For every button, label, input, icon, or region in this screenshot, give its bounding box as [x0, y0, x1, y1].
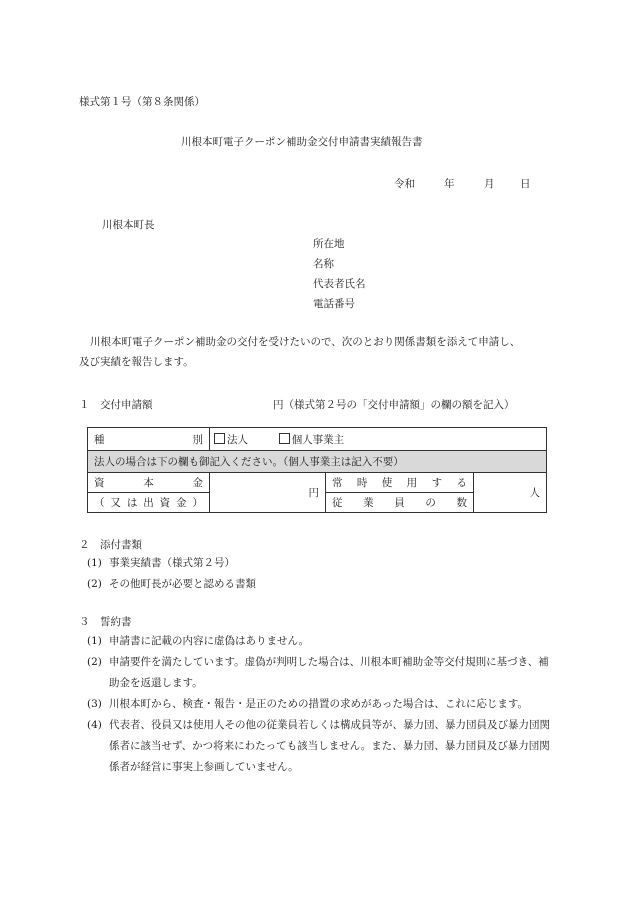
table-row-type	[88, 428, 547, 451]
capital-label-cell: 資 本 金	[88, 473, 210, 493]
date-month: 月	[484, 178, 495, 190]
list-item: (2) その他町長が必要と認める書類	[87, 578, 256, 590]
capital-sub-label-cell: （ 又 は 出 資 金 ）	[88, 493, 210, 513]
capital-value-cell[interactable]	[210, 473, 326, 513]
intro-text-line2: 及び実績を報告します。	[79, 356, 194, 368]
corporation-label: 法人	[227, 433, 248, 446]
date-line	[394, 179, 531, 190]
list-item: (3) 川根本町から、検査・報告・是正のための措置の求めがあった場合は、これに応じます。	[87, 698, 529, 710]
sole-proprietor-checkbox[interactable]	[279, 433, 290, 444]
employees-person-unit: 人	[529, 487, 540, 499]
list-item: (1) 申請書に記載の内容に虚偽はありません。	[87, 635, 310, 647]
addressee: 川根本町長	[102, 219, 155, 231]
section1-yen-note: 円（様式第２号の「交付申請額」の欄の額を記入）	[273, 399, 515, 411]
field-name-label: 名称	[313, 258, 334, 270]
field-phone-label: 電話番号	[313, 298, 355, 310]
capital-yen-unit: 円	[308, 487, 319, 499]
page-title: 川根本町電子クーポン補助金交付申請書実績報告書	[181, 136, 423, 148]
corporation-checkbox[interactable]	[214, 433, 225, 444]
attachments-list	[87, 553, 557, 595]
type-label-cell: 種 別	[88, 428, 210, 451]
employees-value-cell[interactable]	[474, 473, 547, 513]
table-row-capital-a	[88, 473, 547, 493]
pledge-list	[87, 631, 557, 778]
employees-label-cell-2: 従 業 員 の 数	[326, 493, 474, 513]
section2-heading: ２ 添付書類	[79, 539, 142, 551]
list-item: (1) 事業実績書（様式第２号）	[87, 557, 235, 569]
section1-heading: １ 交付申請額	[79, 399, 153, 411]
list-item: (2) 申請要件を満たしています。虚偽が判明した場合は、川根本町補助金等交付規則に基づき、補助金を返還します。	[87, 656, 549, 689]
field-address-label: 所在地	[313, 238, 345, 250]
date-year: 年	[444, 178, 455, 190]
sole-proprietor-label: 個人事業主	[291, 433, 345, 446]
applicant-info-table	[87, 427, 547, 513]
intro-text-line1: 川根本町電子クーポン補助金の交付を受けたいので、次のとおり関係書類を添えて申請し、	[90, 336, 521, 348]
field-representative-label: 代表者氏名	[313, 278, 366, 290]
form-number: 様式第１号（第８条関係）	[79, 96, 205, 108]
employees-label-cell-1: 常 時 使 用 す る	[326, 473, 474, 493]
date-era: 令和	[394, 178, 415, 190]
table-row-notice	[88, 451, 547, 473]
section3-heading: ３ 誓約書	[79, 616, 132, 628]
date-day: 日	[520, 178, 531, 190]
notice-cell: 法人の場合は下の欄も御記入ください。（個人事業主は記入不要）	[88, 451, 547, 473]
type-options-cell	[210, 428, 547, 451]
list-item: (4) 代表者、役員又は使用人その他の従業員若しくは構成員等が、暴力団、暴力団員及び暴力団関係者に該当せず、かつ将来にわたっても該当しません。また、暴力団、暴力団員及び暴力団関係者が経営に事実上参画していません。	[87, 719, 550, 773]
